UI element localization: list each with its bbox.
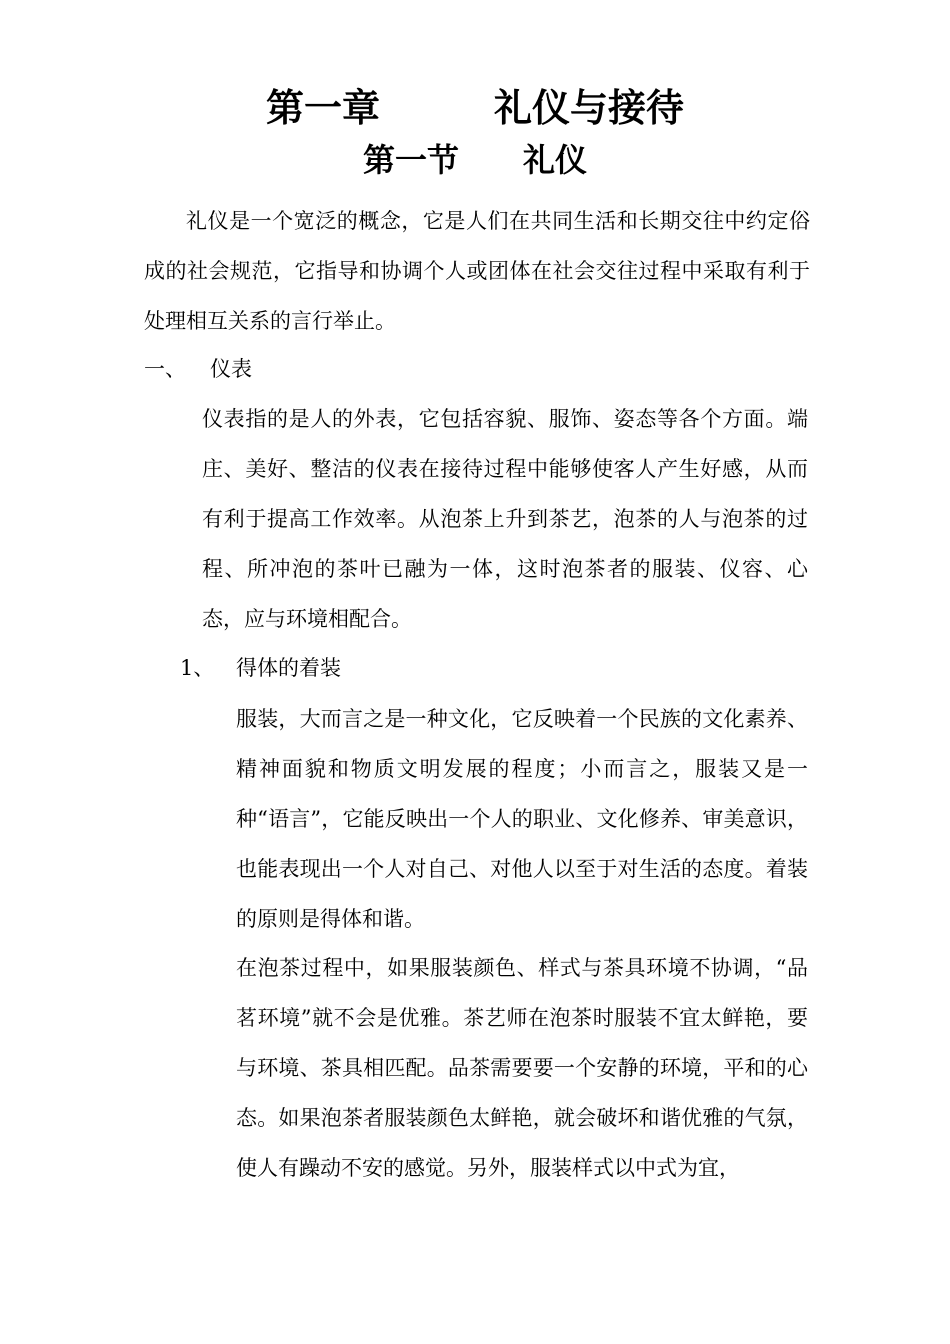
- section-1-heading-text: 仪表: [210, 357, 252, 381]
- subsection-1-paragraph-2: 在泡茶过程中，如果服装颜色、样式与茶具环境不协调，“品茗环境”就不会是优雅。茶艺师在泡茶时服装不宜太鲜艳，要与环境、茶具相匹配。品茶需要要一个安静的环境，平和的心态。如果泡茶者服装颜色太鲜艳，就会破坏和谐优雅的气氛，使人有躁动不安的感觉。另外，服装样式以中式为宜，: [236, 956, 808, 1180]
- intro-paragraph: 礼仪是一个宽泛的概念，它是人们在共同生活和长期交往中约定俗成的社会规范，它指导和协调个人或团体在社会交往过程中采取有利于处理相互关系的言行举止。: [144, 209, 810, 333]
- section-1-paragraph: 仪表指的是人的外表，它包括容貌、服饰、姿态等各个方面。端庄、美好、整洁的仪表在接待过程中能够使客人产生好感，从而有利于提高工作效率。从泡茶上升到茶艺，泡茶的人与泡茶的过程、所冲泡的茶叶已融为一体，这时泡茶者的服装、仪容、心态，应与环境相配合。: [202, 407, 808, 631]
- subsection-1-heading-text: 得体的着装: [236, 656, 341, 680]
- chapter-title: 第一章 礼仪与接待: [265, 85, 684, 130]
- section-1-number: 一、: [144, 357, 186, 381]
- section-title: 第一节 礼仪: [362, 141, 587, 179]
- section-1-heading: [144, 344, 252, 394]
- subsection-1-heading: [180, 643, 341, 693]
- subsection-1-paragraph-1: 服装，大而言之是一种文化，它反映着一个民族的文化素养、精神面貌和物质文明发展的程度；小而言之，服装又是一种“语言”，它能反映出一个人的职业、文化修养、审美意识，也能表现出一个人对自己、对他人以至于对生活的态度。着装的原则是得体和谐。: [236, 707, 808, 931]
- subsection-1-number: 1、: [180, 656, 215, 680]
